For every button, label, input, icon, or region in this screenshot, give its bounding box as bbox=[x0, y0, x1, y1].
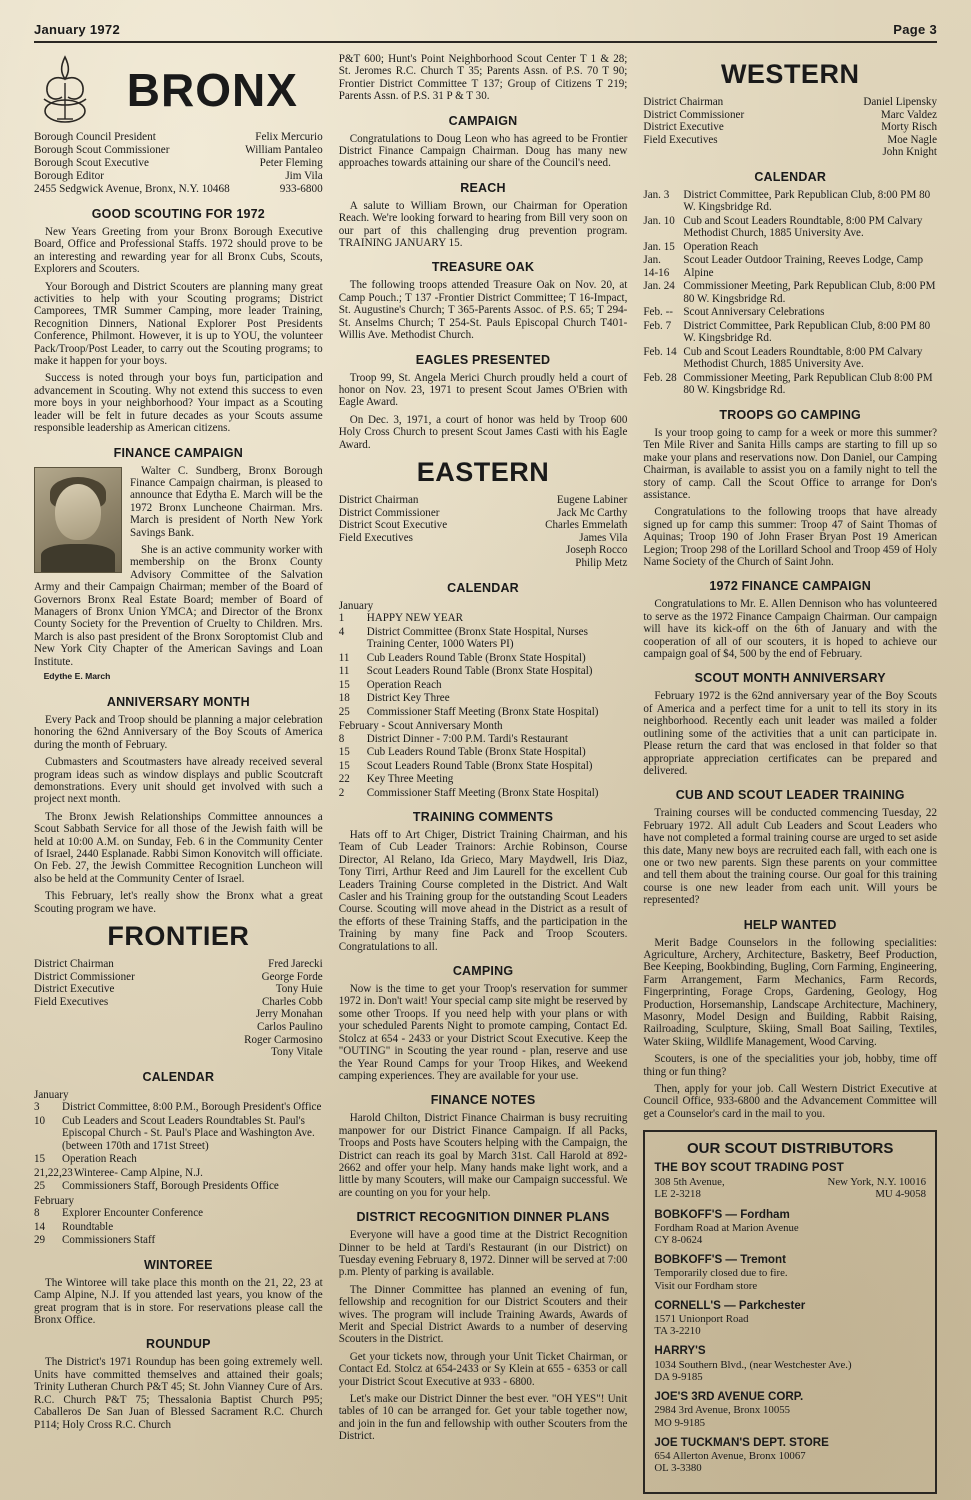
calendar-day: 15 bbox=[338, 746, 350, 758]
roster-row bbox=[643, 96, 937, 109]
calendar-item bbox=[34, 1207, 323, 1220]
masthead bbox=[34, 53, 323, 127]
calendar-item bbox=[643, 215, 937, 240]
eastern-roster bbox=[339, 494, 628, 570]
western-calendar bbox=[643, 189, 937, 397]
paragraph: Merit Badge Counselors in the following specialities: Agriculture, Archery, Architecture, Basketry, Beef Production, Bee Keeping, Bookbinding, Bugling, Corn Farming, Engineering, Farm Arrangement, Farm Mechanics, Farm Records, Fingerprinting, Forage Crops, Gardening, Geology, Hog Production, Horsemanship, Landscape Architecture, Machinery, Masonry, Model Design and Building, Rabbit Raising, Railroading, Sculpture, Skiing, Small Boat Sailing, Textiles, Water Skiing, Wildlife Management, Wood Carving. bbox=[643, 936, 937, 1048]
calendar-text: Cub and Scout Leaders Roundtable, 8:00 PM Calvary Methodist Church, 1885 University Ave. bbox=[683, 345, 923, 371]
calendar-day: 3 bbox=[34, 1101, 40, 1114]
calendar-day: Feb. -- bbox=[643, 306, 673, 319]
roster-row bbox=[339, 532, 628, 545]
heading-campaign: CAMPAIGN bbox=[448, 113, 518, 128]
distributor-note: Temporarily closed due to fire. bbox=[654, 1267, 788, 1280]
distributor-address: 308 5th Avenue, bbox=[654, 1176, 725, 1189]
distributor-line bbox=[654, 1188, 926, 1200]
calendar-text: Scout Leaders Round Table (Bronx State Hospital) bbox=[366, 759, 593, 772]
calendar-day: 18 bbox=[338, 692, 350, 704]
calendar-item bbox=[643, 320, 937, 345]
paragraph: Hats off to Art Chiger, District Training Chairman, and his Team of Cub Leader Trainors: Archie Robinson, Course Director, Al Relano, Ida Grieco, Mary Maydwell, Iris Diaz, Tony Tirri, Arthur Reed and Jim Laurell for the excellent Cub Leaders Training Course completed in the District. And Walt Casler and his Training group for the outstanding Scout Leaders Course. Scouting will move ahead in the District as a result of the efforts of these Training Staffs, and the participation in the Training by many fine Pack and Troop Scouters. Congratulations to all. bbox=[338, 829, 628, 953]
roster-row bbox=[34, 983, 323, 996]
heading-cub-scout-leader-training: CUB AND SCOUT LEADER TRAINING bbox=[675, 788, 905, 803]
roster-value: Jack Mc Carthy bbox=[557, 506, 628, 519]
roster-extra-name: Joseph Rocco bbox=[566, 544, 628, 557]
calendar-item bbox=[643, 189, 937, 214]
roster-extra-name: Philip Metz bbox=[575, 556, 628, 569]
calendar-day: 8 bbox=[338, 732, 345, 745]
paragraph: Every Pack and Troop should be planning a major celebration honoring the 62nd Anniversary of the Boy Scouts of America during the month of February. bbox=[34, 714, 323, 751]
calendar-text: Commissioners Staff, Borough Presidents Office bbox=[62, 1180, 279, 1193]
paragraph: Is your troop going to camp for a week or more this summer? Ten Mile River and Sanita Hills camps are starting to fill up so make your plans and reservations now. Don Daniel, our Camping Chairman, is available to assist you on a family night to tell the story of camp. Call the Scout Office to arrange for Don's assistance. bbox=[643, 426, 937, 501]
heading-finance-notes: FINANCE NOTES bbox=[430, 1093, 536, 1108]
paragraph: Congratulations to the following troops that have already signed up for camp this summer: Troop 47 of Saint Thomas of Aquinas; Troop 190 of John Fraser Bryan Post 19 American Legion; Troop 298 of the Lorillard School and Troop 459 of Holy Name Society of the Church of Saint John. bbox=[643, 506, 937, 569]
middle-column bbox=[339, 53, 628, 1448]
roster-label: District Commissioner bbox=[643, 108, 745, 121]
paragraph: New Years Greeting from your Bronx Borough Executive Board, Office and Professional Staffs. 1972 should prove to be an interesting and rewarding year for all Bronx Cubs, Scouts, Explorers and Scouters. bbox=[34, 226, 323, 276]
calendar-item bbox=[643, 306, 937, 319]
calendar-text: Operation Reach bbox=[683, 240, 759, 253]
roster-label: District Commissioner bbox=[34, 970, 135, 983]
heading-eastern-calendar: CALENDAR bbox=[447, 580, 519, 595]
heading-western-district: WESTERN bbox=[720, 59, 860, 89]
paragraph: Your Borough and District Scouters are planning many great activities to help with your Scouting programs; District Camporees, TMR Summer Camping, more leader Training, Recognition Dinners, National Explorer Post Presidents Conference, Philmont. However, it is up to YOU, the volunteer Pack/Troop/Post Leader, to carry out the Scouting programs; to make it happen for your boys. bbox=[34, 280, 323, 368]
calendar-day: 29 bbox=[34, 1234, 46, 1247]
distributor-address: 1034 Southern Blvd., (near Westchester Ave.) bbox=[654, 1358, 852, 1371]
calendar-text: Cub and Scout Leaders Roundtable, 8:00 PM Calvary Methodist Church, 1885 University Ave. bbox=[683, 214, 923, 240]
council-row bbox=[34, 170, 323, 183]
paragraph: February 1972 is the 62nd anniversary year of the Boy Scouts of America and a perfect time for a unit to tell its story in its neighborhood. Recently each unit leader was mailed a folder outlining some of the activities that a unit can participate in. Please return the card that was enclosed in that folder so that appropriate appreciation certificates can be prepared and delivered. bbox=[643, 690, 937, 777]
council-label: Borough Council President bbox=[34, 131, 156, 143]
distributor-name: JOE TUCKMAN'S DEPT. STORE bbox=[654, 1435, 829, 1449]
roster-row bbox=[339, 519, 628, 532]
paragraph: Everyone will have a good time at the District Recognition Dinner to be held at Tardi's Restaurant (in our District) on Tuesday evening February 8, 1972. Dinner will be served at 7:00 p.m. Plenty of parking is available. bbox=[338, 1229, 628, 1279]
calendar-text: Roundtable bbox=[62, 1220, 114, 1233]
calendar-item bbox=[643, 346, 937, 371]
roster-value: James Vila bbox=[579, 531, 628, 544]
calendar-day: 22 bbox=[338, 773, 350, 785]
page-number: Page 3 bbox=[893, 22, 937, 37]
heading-scout-month-anniversary: SCOUT MONTH ANNIVERSARY bbox=[694, 671, 886, 686]
calendar-item bbox=[34, 1180, 323, 1193]
paragraph: The Wintoree will take place this month on the 21, 22, 23 at Camp Alpine, N.J. If you attended last years, you know of the great program that is in store. For reservations please call the Bronx Office. bbox=[34, 1276, 323, 1327]
distributor-phone: TA 3-2210 bbox=[654, 1325, 701, 1338]
frontier-roster bbox=[34, 958, 323, 1059]
paragraph: Congratulations to Mr. E. Allen Dennison who has volunteered to serve as the 1972 Finance Campaign Chairman. Our campaign will have its kick-off on the 6th of January and with the cooperation of all of our scouters, it is hoped to achieve our campaign goal of $4, 500 by the end of February. bbox=[643, 598, 937, 661]
right-column bbox=[643, 53, 937, 1494]
roster-row bbox=[643, 109, 937, 122]
calendar-item bbox=[643, 372, 937, 397]
council-label: Borough Scout Commissioner bbox=[34, 144, 170, 156]
heading-frontier-district: FRONTIER bbox=[107, 921, 250, 952]
paragraph: Congratulations to Doug Leon who has agreed to be Frontier District Finance Campaign Chairman. Doug has many new approaches towards attaining our share of the Council's need. bbox=[338, 132, 628, 170]
calendar-day: 15 bbox=[338, 759, 350, 772]
calendar-day: 1 bbox=[338, 612, 345, 624]
roster-extra-name: Tony Vitale bbox=[271, 1046, 323, 1059]
calendar-text: District Committee, 8:00 P.M., Borough President's Office bbox=[62, 1101, 322, 1114]
paragraph: The District's 1971 Roundup has been going extremely well. Units have committed themselves and attained their goals; Trinity Lutheran Church P&T 45; St. John Vianney Cure of Ars. R.C. Church P&T 75; Thessalonia Baptist Church P95; Caballeros De San Juan of Blessed Sacrament R.C. Church P114; Holy Cross R.C. Church bbox=[34, 1356, 323, 1431]
calendar-text: Scout Leader Outdoor Training, Reeves Lodge, Camp Alpine bbox=[683, 254, 924, 279]
distributor-entry[interactable] bbox=[654, 1209, 926, 1247]
fleur-de-lis-scout-emblem bbox=[34, 53, 96, 127]
calendar-item bbox=[339, 665, 628, 678]
heading-camping: CAMPING bbox=[452, 964, 514, 979]
calendar-day: Jan. 14-16 bbox=[643, 254, 670, 279]
paragraph: Then, apply for your job. Call Western District Executive at Council Office, 933-6800 and the Advancement Committee will get a Counselor's card in the mail to you. bbox=[643, 1083, 937, 1120]
calendar-text: District Committee, Park Republican Club, 8:00 PM 80 W. Kingsbridge Rd. bbox=[683, 188, 931, 214]
calendar-day: 25 bbox=[34, 1180, 46, 1193]
heading-eastern-district: EASTERN bbox=[416, 456, 550, 487]
calendar-day: Feb. 28 bbox=[643, 371, 677, 384]
calendar-text: Cub Leaders Round Table (Bronx State Hospital) bbox=[366, 746, 586, 758]
issue-date: January 1972 bbox=[34, 22, 120, 37]
calendar-day: 14 bbox=[34, 1220, 46, 1233]
roster-row bbox=[34, 996, 323, 1009]
calendar-day: 15 bbox=[338, 678, 350, 691]
distributor-name: BOBKOFF'S — Tremont bbox=[654, 1253, 786, 1267]
calendar-day: 25 bbox=[338, 705, 350, 718]
calendar-text: Scout Anniversary Celebrations bbox=[683, 306, 825, 319]
calendar-text: District Committee, Park Republican Club, 8:00 PM 80 W. Kingsbridge Rd. bbox=[683, 319, 931, 345]
distributor-note-2: Visit our Fordham store bbox=[654, 1279, 758, 1292]
calendar-month: January bbox=[34, 1088, 69, 1101]
distributor-address: 2984 3rd Avenue, Bronx 10055 bbox=[654, 1404, 791, 1417]
paragraph: The Bronx Jewish Relationships Committee announces a Scout Sabbath Service for all those of the Jewish faith will be held at 10:00 A.M. on Sunday, Feb. 6 in the Community Center of Israel, 2440 Esplanade. Rabbi Simon Konovitch will officiate. On Feb. 27, the Jewish Committee Recognition Luncheon will also be held at the Community Center of Israel. bbox=[34, 810, 323, 885]
calendar-day: Jan. 15 bbox=[643, 240, 675, 253]
page-header bbox=[34, 22, 937, 41]
calendar-text: District Committee (Bronx State Hospital, Nurses Training Center, 1000 Waters PI) bbox=[366, 625, 588, 650]
heading-good-scouting: GOOD SCOUTING FOR 1972 bbox=[91, 207, 265, 221]
council-roster bbox=[34, 131, 323, 196]
distributor-name: CORNELL'S — Parkchester bbox=[654, 1298, 806, 1312]
calendar-text: Cub Leaders and Scout Leaders Roundtables St. Paul's Episcopal Church - St. Paul's Place and Washington Ave. (between 170th and 171st Street) bbox=[62, 1114, 315, 1152]
heading-help-wanted: HELP WANTED bbox=[743, 917, 837, 932]
roster-row bbox=[643, 121, 937, 134]
calendar-day: 10 bbox=[34, 1114, 46, 1127]
roster-value: Morty Risch bbox=[881, 121, 937, 134]
heading-roundup: ROUNDUP bbox=[146, 1337, 211, 1352]
calendar-month: February - Scout Anniversary Month bbox=[338, 720, 503, 732]
distributor-phone: DA 9-9185 bbox=[654, 1370, 703, 1383]
calendar-day: 11 bbox=[338, 665, 350, 677]
calendar-item bbox=[34, 1101, 323, 1114]
roster-label: District Chairman bbox=[34, 958, 114, 971]
frontier-calendar bbox=[34, 1089, 323, 1247]
calendar-item bbox=[34, 1115, 323, 1153]
heading-anniversary-month: ANNIVERSARY MONTH bbox=[106, 695, 250, 709]
calendar-text: Operation Reach bbox=[62, 1153, 137, 1166]
header-divider bbox=[34, 41, 937, 43]
distributor-address: 1571 Unionport Road bbox=[654, 1313, 749, 1326]
calendar-text: Operation Reach bbox=[366, 678, 442, 691]
distributor-phone: CY 8-0624 bbox=[654, 1234, 703, 1247]
distributor-entry[interactable] bbox=[654, 1437, 926, 1475]
calendar-item bbox=[34, 1167, 323, 1180]
distributor-name: JOE'S 3RD AVENUE CORP. bbox=[654, 1390, 804, 1404]
roster-label: District Executive bbox=[34, 983, 115, 996]
distributor-phone: LE 2-3218 bbox=[654, 1188, 701, 1201]
calendar-text: District Dinner - 7:00 P.M. Tardi's Restaurant bbox=[366, 732, 568, 745]
calendar-day: Jan. 24 bbox=[643, 280, 675, 293]
council-value: Peter Fleming bbox=[259, 157, 323, 169]
paragraph: A salute to William Brown, our Chairman for Operation Reach. We're looking forward to hearing from Bill very soon on our part of this challenging drug prevention program. TRAINING JANUARY 15. bbox=[338, 199, 628, 250]
distributor-name: BOBKOFF'S — Fordham bbox=[654, 1207, 790, 1221]
calendar-day: Feb. 7 bbox=[643, 319, 672, 332]
distributor-entry[interactable] bbox=[654, 1345, 926, 1383]
paragraph: Harold Chilton, District Finance Chairman is busy recruiting manpower for our District Finance Campaign. If all Packs, Troops and Posts have Scouters helping with the Campaign, the District can reach its goal by March 31st. Call Harold at 892-2662 and offer your help. Many hands make light work, and a little by many Scouters, will make our Campaign successful. We are counting on you for your help. bbox=[338, 1112, 628, 1199]
calendar-day: 2 bbox=[338, 786, 345, 799]
calendar-item bbox=[339, 692, 628, 705]
heading-reach: REACH bbox=[460, 180, 506, 195]
roster-label: District Chairman bbox=[338, 493, 419, 506]
western-roster bbox=[643, 96, 937, 159]
calendar-text: Commissioner Staff Meeting (Bronx State Hospital) bbox=[366, 786, 599, 799]
roster-row bbox=[34, 971, 323, 984]
roster-label: District Commissioner bbox=[338, 506, 440, 519]
heading-finance-campaign: FINANCE CAMPAIGN bbox=[113, 445, 244, 460]
council-row bbox=[34, 157, 323, 170]
distributor-phone-alt: MU 4-9058 bbox=[875, 1188, 926, 1201]
calendar-text: Winteree- Camp Alpine, N.J. bbox=[74, 1166, 203, 1179]
roster-value: Fred Jarecki bbox=[268, 958, 323, 971]
heading-troops-go-camping: TROOPS GO CAMPING bbox=[719, 407, 861, 422]
calendar-month: January bbox=[338, 599, 374, 612]
distributor-entry[interactable] bbox=[654, 1391, 926, 1429]
calendar-day: 21,22,23 bbox=[34, 1166, 73, 1179]
distributor-phone: OL 3-3380 bbox=[654, 1462, 702, 1475]
roster-row bbox=[339, 494, 628, 507]
portrait-face bbox=[55, 484, 101, 540]
distributor-entry[interactable] bbox=[654, 1300, 926, 1338]
calendar-item bbox=[34, 1221, 323, 1234]
roster-value: Charles Cobb bbox=[261, 995, 323, 1008]
council-phone: 933-6800 bbox=[279, 183, 323, 195]
calendar-item bbox=[339, 612, 628, 625]
distributor-address: 654 Allerton Avenue, Bronx 10067 bbox=[654, 1449, 806, 1462]
calendar-text: Commissioner Staff Meeting (Bronx State Hospital) bbox=[366, 705, 599, 718]
council-row bbox=[34, 131, 323, 144]
paragraph: Training courses will be conducted commencing Tuesday, 22 February 1972. All adult Cub Leaders and Scout Leaders who have not completed a formal training course are urged to set aside this date, Many new boys are recruited each fall, with each one is one or two new parents. Sign these parents on your committee and tell them about the training course. Our goal for this training course is one new leader from each unit. Will yours be represented? bbox=[643, 807, 937, 907]
heading-1972-finance-campaign: 1972 FINANCE CAMPAIGN bbox=[709, 579, 871, 594]
roster-label: Field Executives bbox=[643, 133, 718, 146]
paragraph: Cubmasters and Scoutmasters have already received several program ideas such as window displays and public Scoutcraft demonstrations. Every unit should get involved with such a project next month. bbox=[34, 756, 323, 806]
eastern-calendar bbox=[339, 600, 628, 800]
calendar-item bbox=[643, 254, 937, 279]
calendar-day: 8 bbox=[34, 1207, 40, 1220]
distributor-city: New York, N.Y. 10016 bbox=[827, 1176, 926, 1189]
scout-distributors-box bbox=[643, 1130, 937, 1494]
calendar-item bbox=[339, 679, 628, 692]
calendar-text: Commissioner Meeting, Park Republican Club, 8:00 PM 80 W. Kingsbridge Rd. bbox=[683, 280, 936, 305]
distributor-entry[interactable] bbox=[654, 1176, 926, 1200]
calendar-text: District Key Three bbox=[366, 692, 450, 704]
distributors-title: OUR SCOUT DISTRIBUTORS bbox=[686, 1140, 894, 1158]
calendar-item bbox=[339, 760, 628, 773]
heading-western-calendar: CALENDAR bbox=[754, 169, 827, 184]
roster-value: Daniel Lipensky bbox=[863, 96, 937, 108]
calendar-item bbox=[339, 652, 628, 665]
heading-treasure-oak: TREASURE OAK bbox=[431, 260, 535, 275]
calendar-text: Commissioners Staff bbox=[62, 1234, 156, 1247]
calendar-day: Feb. 14 bbox=[643, 345, 677, 358]
calendar-text: Commissioner Meeting, Park Republican Club 8:00 PM 80 W. Kingsbridge Rd. bbox=[683, 371, 933, 397]
heading-district-recognition-dinner: DISTRICT RECOGNITION DINNER PLANS bbox=[356, 1210, 610, 1225]
council-value: Jim Vila bbox=[285, 170, 323, 182]
calendar-day: 15 bbox=[34, 1153, 46, 1166]
distributor-address: Fordham Road at Marion Avenue bbox=[654, 1221, 799, 1234]
roster-extra-name: Jerry Monahan bbox=[255, 1008, 323, 1021]
distributor-entry[interactable] bbox=[654, 1254, 926, 1292]
heading-wintoree: WINTOREE bbox=[143, 1257, 213, 1272]
calendar-text: HAPPY NEW YEAR bbox=[366, 612, 464, 624]
calendar-text: Scout Leaders Round Table (Bronx State Hospital) bbox=[366, 665, 593, 677]
paragraph: Walter C. Sundberg, Bronx Borough Finance Campaign chairman, is pleased to announce that Edytha E. March will be the 1972 Bronx Luncheone Chairman. Mrs. March is president of North New York Savings Bank. bbox=[130, 464, 323, 539]
council-address: 2455 Sedgwick Avenue, Bronx, N.Y. 10468 bbox=[34, 183, 230, 195]
roster-row bbox=[34, 958, 323, 971]
paragraph: Now is the time to get your Troop's reservation for summer 1972 in. Don't wait! Your special camp site might be reserved by some other Troops. If you need help with your plans or with your scheduled Parents Night to promote camping, Contact Ed. Stolcz at 654 - 2433 or your District Scout Executive. Keep the "OUTING" in Scouting the year round - plan, reserve and use the Year Round Camps for your Troop Hikes, and Weekend camping experiences. They are available for your use. bbox=[338, 983, 628, 1082]
roster-label: District Scout Executive bbox=[338, 519, 448, 532]
roster-value: George Forde bbox=[261, 970, 323, 983]
council-address-row bbox=[34, 183, 323, 196]
masthead-title: BRONX bbox=[126, 64, 298, 116]
calendar-item bbox=[339, 773, 628, 786]
calendar-item bbox=[339, 746, 628, 759]
paragraph: The following troops attended Treasure Oak on Nov. 20, at Camp Pouch.; T 137 -Frontier District Committee; T 16-Impact, St. Augustine's Church; T 365-Parents Assoc. of P.S. 65; T 294- St. Anselms Church; T 254-St. Pauls Episcopal Church T401-Willis Ave. Methodist Church. bbox=[338, 279, 628, 342]
roster-value: Eugene Labiner bbox=[556, 493, 628, 506]
photo-caption: Edythe E. March bbox=[43, 671, 111, 681]
calendar-text: Cub Leaders Round Table (Bronx State Hospital) bbox=[366, 651, 586, 664]
council-label: Borough Scout Executive bbox=[34, 157, 149, 169]
roster-extra-name: Roger Carmosino bbox=[244, 1033, 323, 1046]
calendar-item bbox=[643, 241, 937, 254]
roster-label: District Chairman bbox=[643, 96, 724, 108]
roster-label: District Executive bbox=[643, 121, 724, 134]
calendar-item bbox=[339, 706, 628, 719]
continuation-paragraph: P&T 600; Hunt's Point Neighborhood Scout Center T 1 & 28; St. Jeromes R.C. Church T 35; Parents Assn. of P.S. 70 T 90; Frontier District Committee T 137; Group of Citizens T 219; Parents Assn. of P.S. 31 P & T 30. bbox=[338, 53, 628, 103]
distributor-phone: MO 9-9185 bbox=[654, 1416, 706, 1429]
council-value: William Pantaleo bbox=[245, 144, 323, 156]
distributor-line bbox=[654, 1176, 926, 1188]
calendar-item bbox=[339, 787, 628, 800]
paragraph: She is an active community worker with membership on the Bronx County Advisory Committee of the Salvation Army and their Campaign Chairman; member of the Board of Governors Bronx Real Estate Board; member of Board of Managers of Bronx Union YMCA; and Director of the Bronx County Society for the Prevention of Cruelty to Children. Mrs. March is also past president of the Bronx Soroptomist Club and New York City Chapter of the American Savings and Loan Institute. bbox=[34, 543, 323, 668]
calendar-item bbox=[643, 280, 937, 305]
calendar-day: Jan. 10 bbox=[643, 214, 675, 227]
roster-label: Field Executives bbox=[338, 531, 413, 544]
heading-eagles-presented: EAGLES PRESENTED bbox=[415, 352, 551, 367]
left-column bbox=[34, 53, 323, 1436]
paragraph: Let's make our District Dinner the best ever. "OH YES"! Unit tables of 10 can be arranged for. Get your table together now, and join in the fun and fellowship with outher Scouters from the District. bbox=[338, 1393, 628, 1443]
roster-row bbox=[339, 507, 628, 520]
paragraph: The Dinner Committee has planned an evening of fun, fellowship and recognition for our District Scouters and their wives. The program will include Training Awards, Awards of Merit and Special District Awards to a number of deserving Scouters in the District. bbox=[338, 1283, 628, 1346]
heading-frontier-calendar: CALENDAR bbox=[142, 1069, 215, 1084]
portrait-photo bbox=[34, 467, 122, 573]
paragraph: Scouters, is one of the specialities your job, hobby, time off thing or fun thing? bbox=[643, 1053, 937, 1078]
calendar-day: Jan. 3 bbox=[643, 188, 670, 201]
distributor-name: HARRY'S bbox=[654, 1344, 706, 1358]
calendar-month: February bbox=[34, 1194, 75, 1207]
council-label: Borough Editor bbox=[34, 170, 104, 182]
paragraph: This February, let's really show the Bronx what a great Scouting program we have. bbox=[34, 890, 323, 915]
roster-label: Field Executives bbox=[34, 995, 109, 1008]
paragraph: On Dec. 3, 1971, a court of honor was held by Troop 600 Holy Cross Church to present Scout James Casti with his Eagle Award. bbox=[338, 413, 628, 451]
calendar-text: Explorer Encounter Conference bbox=[62, 1207, 204, 1220]
calendar-day: 11 bbox=[338, 651, 350, 664]
roster-value: Charles Emmelath bbox=[545, 519, 628, 532]
calendar-item bbox=[34, 1153, 323, 1166]
roster-row bbox=[643, 134, 937, 147]
council-value: Felix Mercurio bbox=[255, 131, 323, 143]
roster-extra-name: Carlos Paulino bbox=[257, 1021, 323, 1034]
roster-value: Moe Nagle bbox=[887, 133, 937, 146]
roster-extra-name: John Knight bbox=[882, 146, 937, 159]
portrait-body bbox=[41, 544, 115, 572]
calendar-item bbox=[339, 626, 628, 651]
calendar-item bbox=[34, 1234, 323, 1247]
paragraph: Troop 99, St. Angela Merici Church proudly held a court of honor on Nov. 23, 1971 to present Scout James O'Brien with Eagle Award. bbox=[338, 371, 628, 409]
calendar-item bbox=[339, 733, 628, 746]
paragraph: Get your tickets now, through your Unit Ticket Chairman, or Contact Ed. Stolcz at 654-2433 or Sy Klein at 655 - 6353 or call your District Scout Executive at 933 - 6800. bbox=[338, 1350, 628, 1388]
roster-value: Tony Huie bbox=[275, 983, 323, 996]
calendar-text: Key Three Meeting bbox=[366, 773, 454, 785]
calendar-day: 4 bbox=[338, 625, 345, 638]
council-row bbox=[34, 144, 323, 157]
paragraph: Success is noted through your boys fun, participation and advancement in Scouting. Why not extend this success to even more boys in your neighborhood? Your impact as a Scouting leader will be felt in future decades as your Scouts assume responsible leadership as American citizens. bbox=[34, 372, 323, 435]
heading-training-comments: TRAINING COMMENTS bbox=[412, 810, 554, 824]
columns-container bbox=[34, 53, 937, 1494]
roster-value: Marc Valdez bbox=[880, 108, 937, 121]
distributors-subtitle: THE BOY SCOUT TRADING POST bbox=[654, 1162, 845, 1175]
